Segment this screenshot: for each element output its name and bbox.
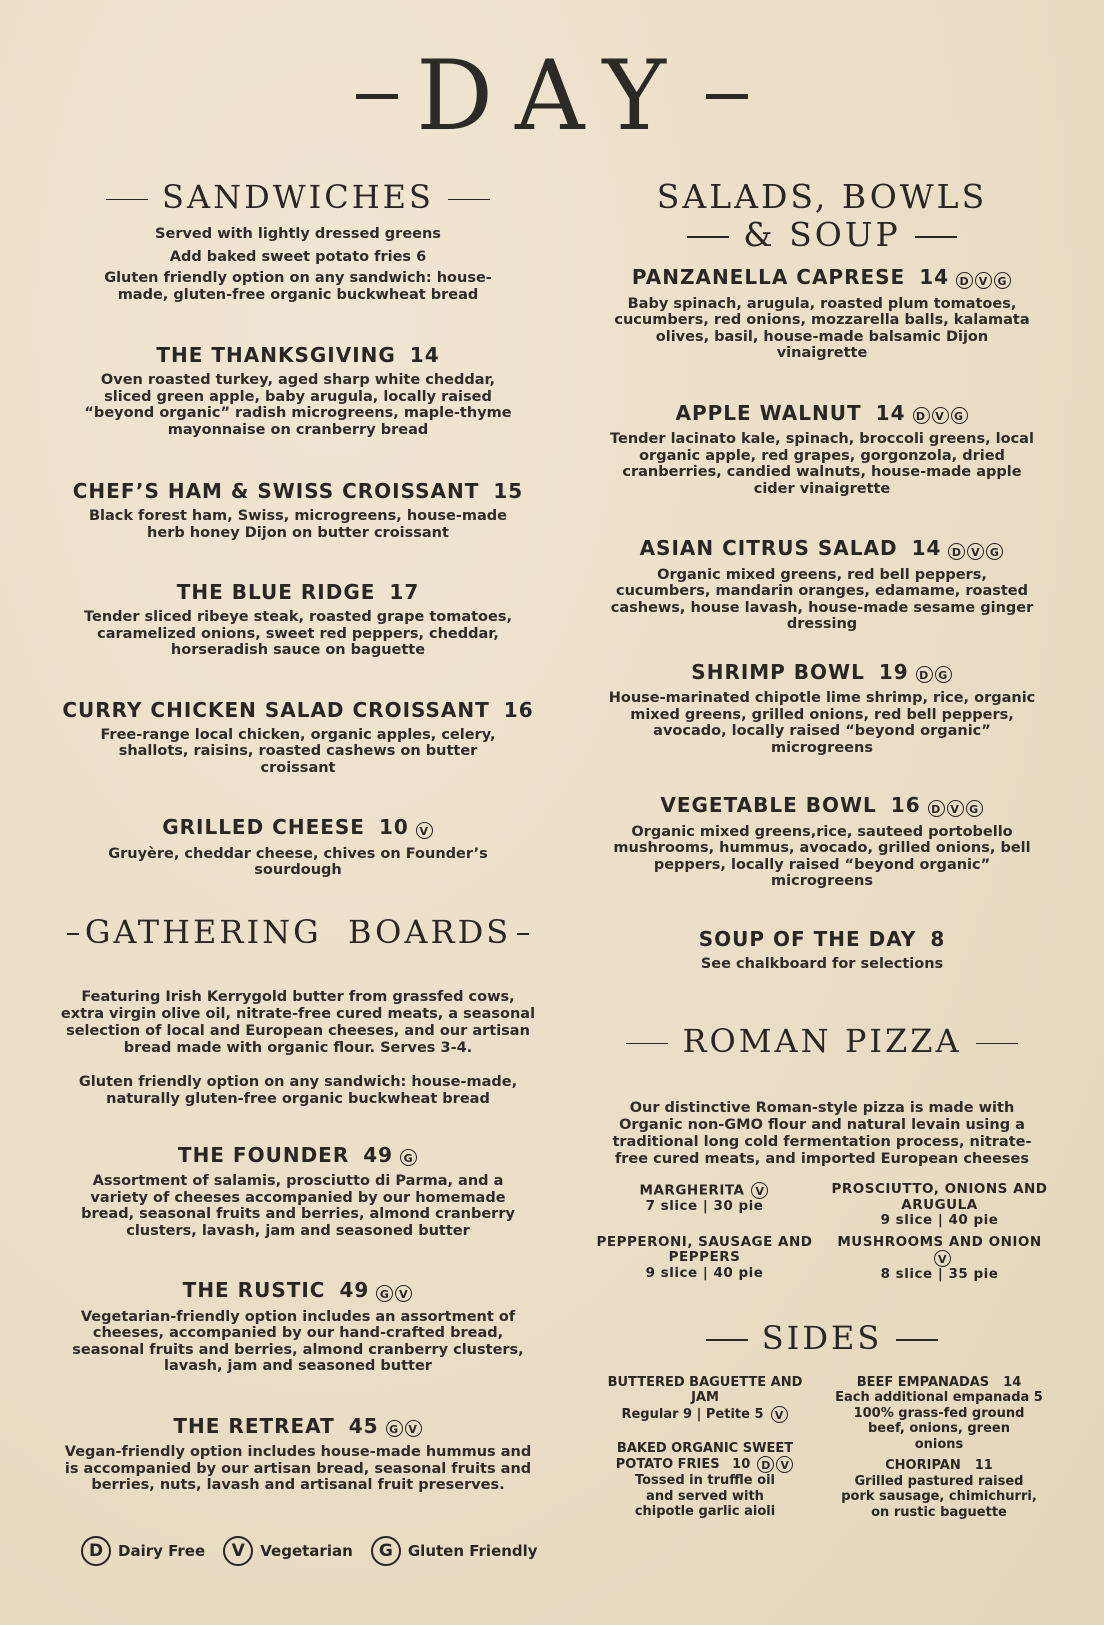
salad-list — [592, 264, 1052, 972]
dietary-icons — [947, 537, 1004, 563]
dairy-free-icon: D — [928, 800, 945, 817]
menu-item-price: 8 — [930, 926, 946, 951]
gathering-boards-note: Gluten friendly option on any sandwich: house-made, naturally gluten-free organic buckwheat bread — [78, 1073, 518, 1107]
menu-item-name: CURRY CHICKEN SALAD CROISSANT 16 — [62, 697, 534, 722]
menu-item-description: Free-range local chicken, organic apples, celery, shallots, raisins, roasted cashews on butter croissant — [100, 726, 496, 776]
menu-item-name: THE BLUE RIDGE 17 — [176, 580, 420, 604]
dietary-icons — [375, 1279, 413, 1305]
menu-item — [592, 926, 1052, 973]
menu-item-description: House-marinated chipotle lime shrimp, rice, organic mixed greens, grilled onions, red bell peppers, avocado, locally raised “beyond organic” microgreens — [608, 690, 1036, 756]
sides-right — [826, 1375, 1052, 1521]
legend-gluten-friendly: G Gluten Friendly — [370, 1536, 538, 1566]
menu-item-description: Black forest ham, Swiss, microgreens, house-made herb honey Dijon on butter croissant — [88, 508, 508, 541]
sides-section-title: SIDES — [592, 1319, 1052, 1357]
vegetarian-icon: V — [751, 1182, 768, 1199]
menu-item-description: Vegan-friendly option includes house-made hummus and is accompanied by our artisan bread, seasonal fruits and berries, nuts, lavash and artisanal fruit preserves. — [64, 1444, 532, 1493]
side-item-desc: 100% grass-fed ground beef, onions, green onions — [853, 1405, 1025, 1452]
menu-item-name: THE RETREAT 45 G V — [58, 1413, 538, 1441]
side-item-icons — [770, 1406, 789, 1423]
menu-item-name: THE RUSTIC 49 G V — [58, 1277, 538, 1305]
side-item-detail: Each additional empanada 5 — [835, 1390, 1043, 1405]
page-title: DAY — [0, 40, 1104, 152]
menu-item-description: Tender sliced ribeye steak, roasted grape tomatoes, caramelized onions, sweet red peppers, cheddar, horseradish sauce on baguette — [84, 609, 512, 658]
gluten-friendly-icon: G — [966, 800, 983, 817]
side-item-name: BUTTERED BAGUETTE AND JAM — [607, 1374, 803, 1405]
menu-item-name: SOUP OF THE DAY 8 — [698, 926, 946, 951]
dairy-free-icon: D — [956, 272, 973, 289]
dairy-free-icon: D — [916, 666, 933, 683]
vegetarian-icon: V — [932, 407, 949, 424]
menu-item — [592, 535, 1052, 633]
pizza-item-name: PROSCIUTTO, ONIONS AND ARUGULA — [831, 1181, 1048, 1213]
pizza-item-detail: 9 slice | 40 pie — [880, 1212, 999, 1228]
menu-item — [58, 814, 538, 879]
menu-item-name: VEGETABLE BOWL 16 D V G — [592, 792, 1052, 820]
pizza-note: Our distinctive Roman-style pizza is made with Organic non-GMO flour and natural levain using a traditional long cold fermentation process, nitrate-free cured meats, and imported European cheeses — [612, 1100, 1032, 1167]
salads-section-title: SALADS, BOWLS — [656, 177, 988, 216]
vegetarian-icon: V — [975, 272, 992, 289]
menu-item-description: Gruyère, cheddar cheese, chives on Founder’s sourdough — [108, 845, 488, 878]
sandwiches-section-title: SANDWICHES — [58, 178, 538, 216]
dairy-free-icon: D — [757, 1456, 774, 1473]
divider — [706, 94, 748, 99]
side-item-name: BEEF EMPANADAS 14 — [856, 1374, 1022, 1390]
menu-item — [58, 1413, 538, 1494]
menu-item-price: 45 — [348, 1413, 379, 1438]
dairy-free-icon: D — [913, 407, 930, 424]
pizza-item — [827, 1182, 1052, 1229]
sides-list — [592, 1375, 1052, 1521]
menu-item-price: 17 — [389, 580, 420, 604]
gluten-friendly-icon: G — [951, 407, 968, 424]
menu-item-price: 14 — [409, 343, 440, 367]
pizza-item-name: MUSHROOMS AND ONIONV — [837, 1233, 1042, 1266]
menu-item-price: 49 — [363, 1142, 394, 1167]
menu-item — [58, 1142, 538, 1240]
dairy-free-icon: D — [81, 1536, 111, 1566]
menu-item-name: THE FOUNDER 49 G — [58, 1142, 538, 1170]
vegetarian-icon: V — [934, 1250, 951, 1267]
menu-item-description: Organic mixed greens,rice, sauteed portobello mushrooms, hummus, avocado, grilled onions, bell peppers, locally raised “beyond organic” microgreens — [613, 823, 1031, 889]
dietary-icons — [955, 266, 1012, 292]
menu-item-price: 49 — [339, 1278, 370, 1302]
vegetarian-icon: V — [776, 1456, 793, 1473]
sandwich-list — [58, 342, 538, 879]
vegetarian-icon: V — [947, 800, 964, 817]
menu-item-description: Tender lacinato kale, spinach, broccoli greens, local organic apple, red grapes, gorgonzola, dried cranberries, candied walnuts, house-made apple cider vinaigrette — [610, 431, 1034, 497]
dairy-free-icon: D — [948, 543, 965, 560]
gluten-friendly-icon: G — [371, 1536, 401, 1566]
divider — [356, 94, 398, 99]
menu-item-description: Organic mixed greens, red bell peppers, cucumbers, mandarin oranges, edamame, roasted cashews, house lavash, house-made sesame ginger dressing — [610, 566, 1034, 632]
pizza-item — [592, 1182, 817, 1229]
menu-item — [58, 697, 538, 777]
menu-item — [592, 400, 1052, 498]
side-item-name: CHORIPAN 11 — [885, 1458, 993, 1473]
menu-item-name: THE THANKSGIVING 14 — [156, 343, 440, 367]
pizza-item-name: MARGHERITA V — [592, 1182, 817, 1199]
menu-item-price: 10 — [378, 815, 409, 839]
menu-item-name: SHRIMP BOWL 19 D G — [592, 659, 1052, 687]
vegetarian-icon: V — [395, 1285, 412, 1302]
salads-section-title-line2: & SOUP — [592, 216, 1052, 254]
menu-item-description: See chalkboard for selections — [700, 955, 944, 972]
menu-item-name: ASIAN CITRUS SALAD 14 D V G — [592, 535, 1052, 563]
menu-item-name: PANZANELLA CAPRESE 14 D V G — [592, 264, 1052, 292]
menu-item-name: GRILLED CHEESE 10 V — [58, 814, 538, 842]
gluten-friendly-icon: G — [386, 1420, 403, 1437]
dietary-legend — [80, 1536, 550, 1566]
pizza-item-name: PEPPERONI, SAUSAGE AND PEPPERS — [596, 1233, 813, 1265]
legend-vegetarian: V Vegetarian — [222, 1536, 353, 1566]
vegetarian-icon: V — [771, 1406, 788, 1423]
pizza-item — [827, 1235, 1052, 1283]
sandwiches-note: Add baked sweet potato fries 6 — [169, 249, 427, 265]
menu-item-price: 14 — [919, 265, 950, 289]
pizza-item — [592, 1235, 817, 1283]
pizza-list — [592, 1182, 1052, 1283]
dietary-icons — [927, 794, 984, 820]
vegetarian-icon: V — [405, 1420, 422, 1437]
gathering-boards-section-title: GATHERING BOARDS — [58, 913, 538, 951]
right-column — [592, 178, 1052, 1520]
menu-item-price: 15 — [493, 479, 524, 503]
menu-item-description: Vegetarian-friendly option includes an assortment of cheeses, accompanied by our hand-crafted bread, seasonal fruits and berries, almond cranberry clusters, lavash, jam and seasoned butter — [72, 1308, 524, 1374]
menu-item-description: Assortment of salamis, prosciutto di Parma, and a variety of cheeses accompanied by our homemade bread, seasonal fruits and berries, almond cranberry clusters, lavash, jam and seasoned butter — [81, 1173, 515, 1239]
menu-item-name: CHEF’S HAM & SWISS CROISSANT 15 — [72, 479, 524, 503]
dietary-icons — [415, 816, 434, 842]
menu-item-price: 16 — [503, 697, 534, 722]
pizza-item-detail: 9 slice | 40 pie — [645, 1264, 764, 1281]
board-list — [58, 1142, 538, 1494]
menu-item-price: 16 — [890, 793, 921, 817]
menu-item-price: 14 — [875, 400, 906, 425]
menu-item — [58, 579, 538, 659]
pizza-item-detail: 7 slice | 30 pie — [645, 1198, 764, 1214]
vegetarian-icon: V — [967, 543, 984, 560]
sandwiches-note: Gluten friendly option on any sandwich: house-made, gluten-free organic buckwheat bread — [104, 270, 492, 303]
pizza-item-detail: 8 slice | 35 pie — [880, 1266, 999, 1282]
menu-item-description: Oven roasted turkey, aged sharp white cheddar, sliced green apple, baby arugula, locally raised “beyond organic” radish microgreens, maple-thyme mayonnaise on cranberry bread — [84, 372, 512, 438]
gathering-boards-note: Featuring Irish Kerrygold butter from grassfed cows, extra virgin olive oil, nitrate-free cured meats, a seasonal selection of local and European cheeses, and our artisan bread made with organic flour. Serves 3-4. — [60, 988, 536, 1056]
legend-dairy-free: D Dairy Free — [80, 1536, 205, 1566]
dietary-icons — [915, 660, 953, 686]
gluten-friendly-icon: G — [935, 666, 952, 683]
vegetarian-icon: V — [416, 822, 433, 839]
dietary-icons — [399, 1143, 418, 1169]
gluten-friendly-icon: G — [986, 543, 1003, 560]
side-item-desc: Tossed in truffle oil and served with chipotle garlic aioli — [634, 1473, 776, 1519]
menu-item-description: Baby spinach, arugula, roasted plum tomatoes, cucumbers, red onions, mozzarella balls, kalamata olives, basil, house-made balsamic Dijon vinaigrette — [614, 295, 1030, 361]
side-item-detail: Regular 9 | Petite 5 V — [592, 1406, 818, 1423]
gluten-friendly-icon: G — [994, 272, 1011, 289]
menu-item — [58, 1277, 538, 1375]
menu-item — [592, 792, 1052, 890]
vegetarian-icon: V — [223, 1536, 253, 1566]
menu-item-price: 19 — [878, 659, 909, 684]
pizza-section-title: ROMAN PIZZA — [592, 1022, 1052, 1060]
gluten-friendly-icon: G — [376, 1285, 393, 1302]
dietary-icons — [912, 401, 969, 427]
dietary-icons — [385, 1414, 423, 1440]
menu-item — [58, 478, 538, 541]
side-item-name: BAKED ORGANIC SWEET POTATO FRIES 10 D V — [615, 1440, 794, 1472]
menu-item — [58, 342, 538, 438]
sides-left — [592, 1375, 818, 1521]
menu-item — [592, 659, 1052, 757]
menu-item — [592, 264, 1052, 362]
gluten-friendly-icon: G — [400, 1149, 417, 1166]
menu-item-price: 14 — [911, 536, 942, 560]
left-column — [58, 178, 538, 1494]
menu-item-name: APPLE WALNUT 14 D V G — [592, 400, 1052, 428]
side-item-desc: Grilled pastured raised pork sausage, chimichurri, on rustic baguette — [841, 1473, 1037, 1520]
sandwiches-note: Served with lightly dressed greens — [155, 226, 441, 242]
